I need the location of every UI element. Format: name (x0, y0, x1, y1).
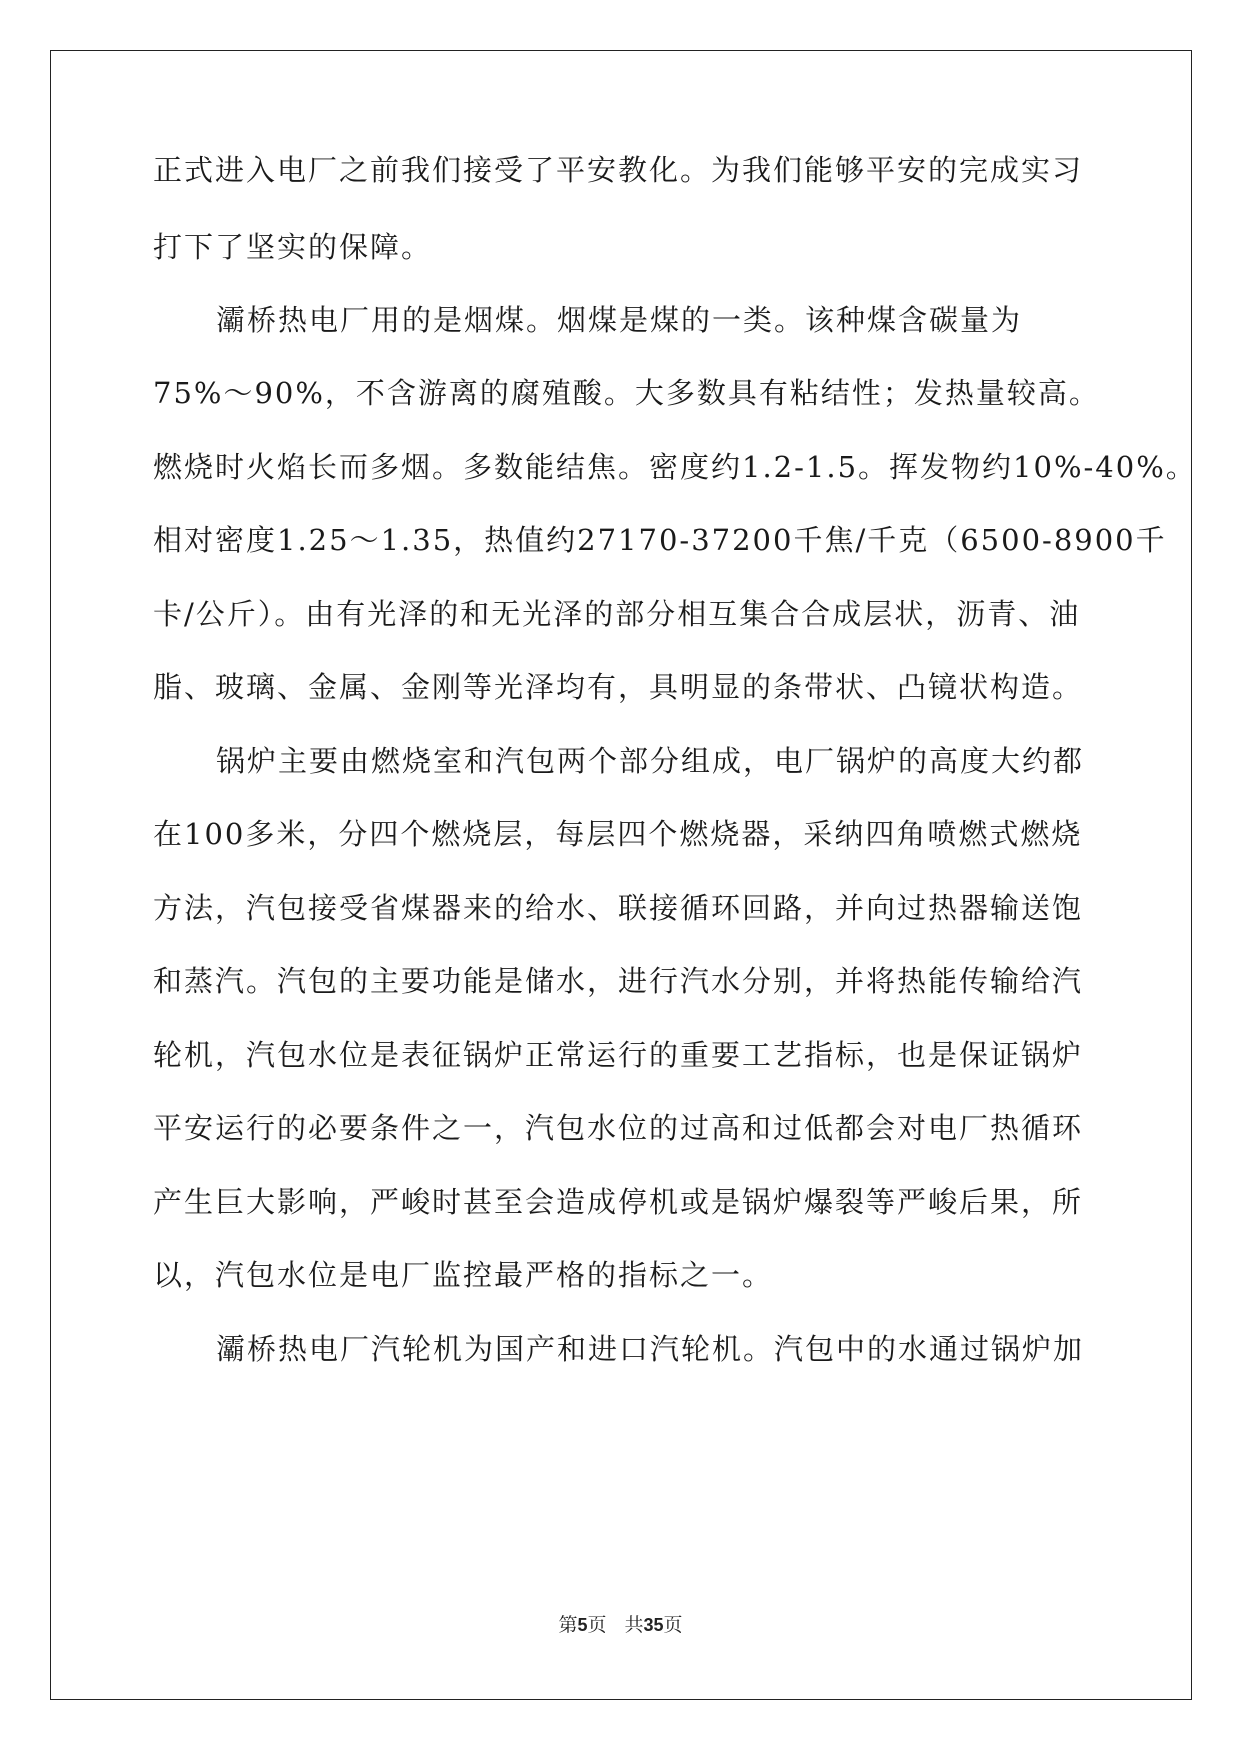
paragraph-line: 卡/公斤）。由有光泽的和无光泽的部分相互集合合成层状，沥青、油 (153, 597, 1081, 631)
paragraph-line: 轮机，汽包水位是表征锅炉正常运行的重要工艺指标，也是保证锅炉 (153, 1038, 1084, 1072)
paragraph-line: 在100多米，分四个燃烧层，每层四个燃烧器，采纳四角喷燃式燃烧 (153, 817, 1083, 851)
page-footer (0, 1610, 1241, 1637)
total-prefix: 共 (624, 1614, 644, 1636)
page-number: 5 (577, 1615, 588, 1635)
total-suffix: 页 (663, 1614, 683, 1636)
paragraph-line: 燃烧时火焰长而多烟。多数能结焦。密度约1.2-1.5。挥发物约10%-40%。 (153, 450, 1197, 484)
paragraph-line: 灞桥热电厂汽轮机为国产和进口汽轮机。汽包中的水通过锅炉加 (216, 1332, 1085, 1366)
total-pages: 35 (643, 1615, 664, 1635)
paragraph-line: 脂、玻璃、金属、金刚等光泽均有，具明显的条带状、凸镜状构造。 (153, 670, 1084, 704)
paragraph-line: 75%～90%，不含游离的腐殖酸。大多数具有粘结性；发热量较高。 (153, 376, 1100, 410)
paragraph-line: 打下了坚实的保障。 (153, 230, 433, 264)
paragraph-line: 灞桥热电厂用的是烟煤。烟煤是煤的一类。该种煤含碳量为 (216, 303, 1023, 337)
paragraph-line: 锅炉主要由燃烧室和汽包两个部分组成，电厂锅炉的高度大约都 (216, 744, 1085, 778)
page-suffix: 页 (587, 1614, 607, 1636)
paragraph-line: 正式进入电厂之前我们接受了平安教化。为我们能够平安的完成实习 (153, 153, 1084, 187)
page-prefix: 第 (558, 1614, 578, 1636)
paragraph-line: 平安运行的必要条件之一，汽包水位的过高和过低都会对电厂热循环 (153, 1111, 1084, 1145)
paragraph-line: 相对密度1.25～1.35，热值约27170-37200千焦/千克（6500-8900千 (153, 523, 1167, 557)
page-border (50, 50, 1197, 1700)
paragraph-line: 以，汽包水位是电厂监控最严格的指标之一。 (153, 1258, 774, 1292)
paragraph-line: 和蒸汽。汽包的主要功能是储水，进行汽水分别，并将热能传输给汽 (153, 964, 1084, 998)
paragraph-line: 产生巨大影响，严峻时甚至会造成停机或是锅炉爆裂等严峻后果，所 (153, 1185, 1084, 1219)
paragraph-line: 方法，汽包接受省煤器来的给水、联接循环回路，并向过热器输送饱 (153, 891, 1084, 925)
